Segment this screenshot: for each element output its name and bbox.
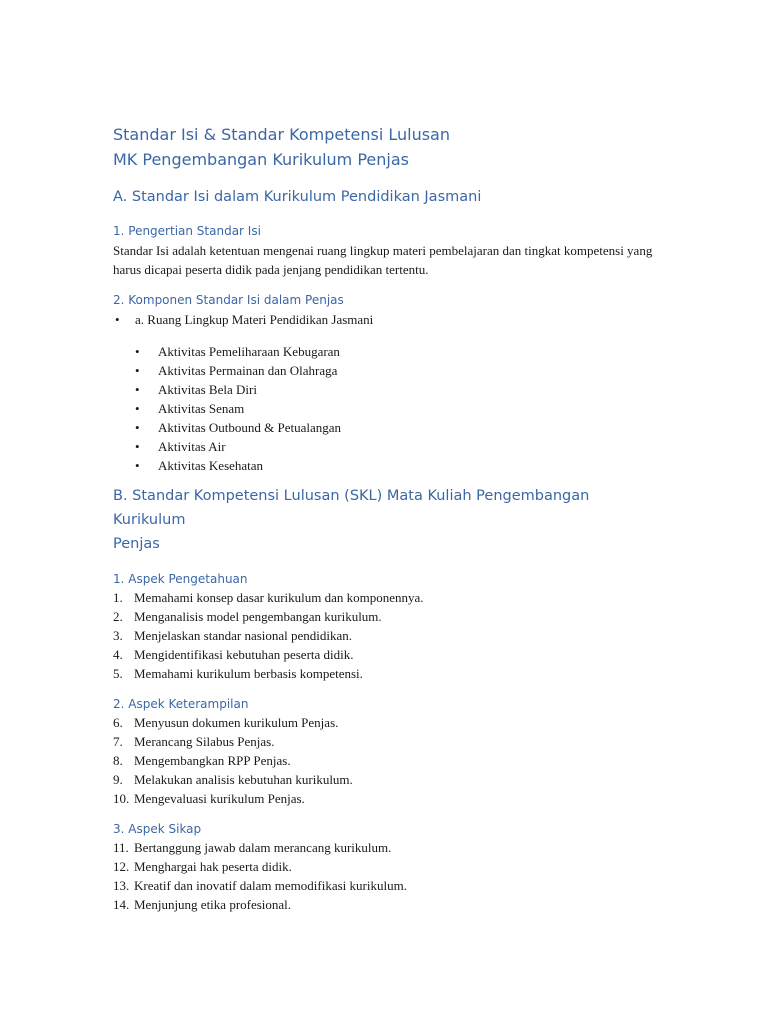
list-item bbox=[113, 456, 653, 475]
list-item bbox=[113, 895, 653, 914]
activity-text: Aktivitas Bela Diri bbox=[158, 382, 257, 397]
aspek-sikap-list bbox=[113, 838, 653, 914]
section-a-heading: A. Standar Isi dalam Kurikulum Pendidikan Jasmani bbox=[113, 189, 482, 205]
bullet-icon: • bbox=[135, 401, 140, 416]
item-text: Memahami kurikulum berbasis kompetensi. bbox=[134, 666, 363, 681]
list-item bbox=[113, 380, 653, 399]
section-a-sub1-paragraph: Standar Isi adalah ketentuan mengenai ruang lingkup materi pembelajaran dan tingkat kompetensi yang harus dicapai peserta didik pada jenjang pendidikan tertentu. bbox=[113, 243, 653, 277]
item-text: Mengembangkan RPP Penjas. bbox=[134, 753, 291, 768]
list-item bbox=[113, 838, 653, 857]
list-item bbox=[113, 418, 653, 437]
section-b-heading bbox=[113, 484, 653, 556]
item-number: 10. bbox=[113, 791, 130, 806]
list-item bbox=[113, 342, 653, 361]
list-item bbox=[113, 437, 653, 456]
item-number: 7. bbox=[113, 734, 123, 749]
item-number: 4. bbox=[113, 647, 123, 662]
item-number: 9. bbox=[113, 772, 123, 787]
bullet-icon: • bbox=[135, 344, 140, 359]
section-a-sub1-heading: 1. Pengertian Standar Isi bbox=[113, 224, 261, 238]
aspek-pengetahuan-heading: 1. Aspek Pengetahuan bbox=[113, 572, 248, 586]
item-text: Menjunjung etika profesional. bbox=[134, 897, 292, 912]
list-item bbox=[113, 607, 653, 626]
section-a-sub2-heading: 2. Komponen Standar Isi dalam Penjas bbox=[113, 293, 344, 307]
aspek-keterampilan-list bbox=[113, 713, 653, 808]
document-title-line2: MK Pengembangan Kurikulum Penjas bbox=[113, 150, 409, 169]
activity-text: Aktivitas Air bbox=[158, 439, 226, 454]
item-number: 13. bbox=[113, 878, 130, 893]
aspek-keterampilan-heading: 2. Aspek Keterampilan bbox=[113, 697, 249, 711]
item-text: Menghargai hak peserta didik. bbox=[134, 859, 292, 874]
section-b-heading-line1: B. Standar Kompetensi Lulusan (SKL) Mata Kuliah Pengembangan Kurikulum bbox=[113, 488, 590, 528]
item-text: Merancang Silabus Penjas. bbox=[134, 734, 275, 749]
aspek-pengetahuan-list bbox=[113, 588, 653, 683]
item-text: Mengevaluasi kurikulum Penjas. bbox=[134, 791, 305, 806]
item-text: Menjelaskan standar nasional pendidikan. bbox=[134, 628, 353, 643]
item-text: Memahami konsep dasar kurikulum dan komponennya. bbox=[134, 590, 424, 605]
item-number: 2. bbox=[113, 609, 123, 624]
bullet-icon: • bbox=[135, 363, 140, 378]
bullet-text: a. Ruang Lingkup Materi Pendidikan Jasmani bbox=[135, 312, 374, 327]
item-text: Kreatif dan inovatif dalam memodifikasi kurikulum. bbox=[134, 878, 407, 893]
section-a-sub2-bullet-list bbox=[113, 310, 653, 329]
bullet-icon: • bbox=[135, 458, 140, 473]
list-item bbox=[113, 789, 653, 808]
list-item bbox=[113, 399, 653, 418]
activity-text: Aktivitas Kesehatan bbox=[158, 458, 264, 473]
list-item bbox=[113, 713, 653, 732]
item-text: Menyusun dokumen kurikulum Penjas. bbox=[134, 715, 339, 730]
item-number: 14. bbox=[113, 897, 130, 912]
list-item bbox=[113, 876, 653, 895]
bullet-icon: • bbox=[135, 382, 140, 397]
item-number: 6. bbox=[113, 715, 123, 730]
list-item bbox=[113, 361, 653, 380]
activity-text: Aktivitas Outbound & Petualangan bbox=[158, 420, 342, 435]
section-b-heading-line2: Penjas bbox=[113, 536, 160, 552]
item-text: Bertanggung jawab dalam merancang kurikulum. bbox=[134, 840, 392, 855]
aspek-sikap-heading: 3. Aspek Sikap bbox=[113, 822, 202, 836]
document-page bbox=[113, 122, 653, 914]
list-item bbox=[113, 645, 653, 664]
list-item bbox=[113, 626, 653, 645]
item-text: Menganalisis model pengembangan kurikulum. bbox=[134, 609, 382, 624]
bullet-icon: • bbox=[135, 420, 140, 435]
item-number: 8. bbox=[113, 753, 123, 768]
bullet-icon: • bbox=[115, 312, 120, 327]
activity-text: Aktivitas Permainan dan Olahraga bbox=[158, 363, 338, 378]
item-number: 5. bbox=[113, 666, 123, 681]
item-text: Melakukan analisis kebutuhan kurikulum. bbox=[134, 772, 353, 787]
document-title-line1: Standar Isi & Standar Kompetensi Lulusan bbox=[113, 125, 450, 144]
activity-text: Aktivitas Pemeliharaan Kebugaran bbox=[158, 344, 340, 359]
item-number: 12. bbox=[113, 859, 130, 874]
list-item bbox=[113, 588, 653, 607]
item-number: 3. bbox=[113, 628, 123, 643]
list-item bbox=[113, 751, 653, 770]
section-a-activity-list bbox=[113, 342, 653, 475]
item-text: Mengidentifikasi kebutuhan peserta didik. bbox=[134, 647, 354, 662]
list-item bbox=[113, 664, 653, 683]
list-item bbox=[113, 732, 653, 751]
list-item bbox=[113, 310, 653, 329]
item-number: 11. bbox=[113, 840, 129, 855]
bullet-icon: • bbox=[135, 439, 140, 454]
list-item bbox=[113, 857, 653, 876]
activity-text: Aktivitas Senam bbox=[158, 401, 245, 416]
list-item bbox=[113, 770, 653, 789]
item-number: 1. bbox=[113, 590, 123, 605]
